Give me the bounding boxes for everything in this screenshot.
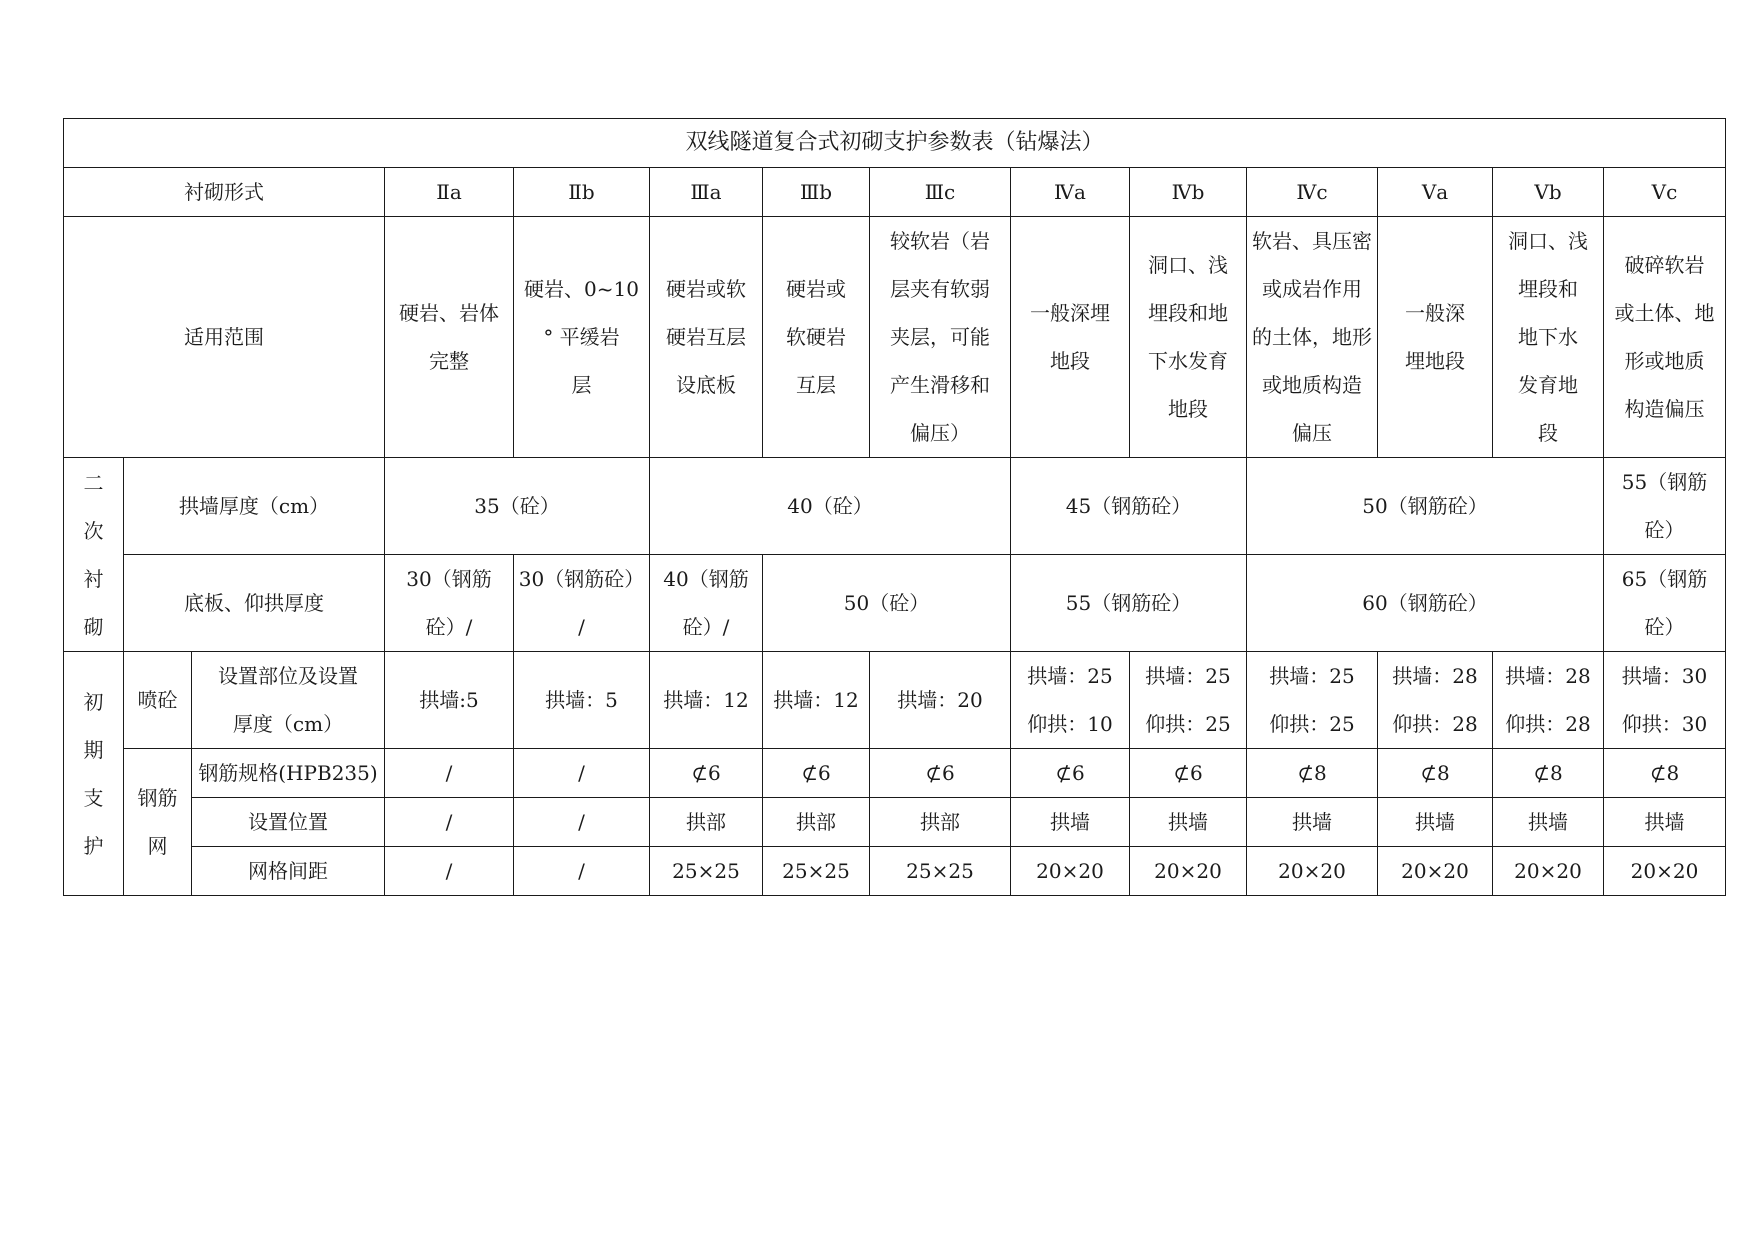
scope-cell [650, 217, 763, 458]
mesh-spacing-value: 20×20 [1011, 847, 1130, 896]
mesh-spacing-value: 25×25 [870, 847, 1011, 896]
cell-line: 护 [83, 833, 104, 858]
cell-lines [1497, 652, 1599, 748]
cell-line: 或成岩作用 [1262, 277, 1362, 301]
cell-line: 埋段和 [1518, 277, 1578, 301]
mesh-spec-value: ⊄6 [1130, 749, 1247, 798]
cell-lines [1608, 555, 1721, 651]
cell-line: 洞口、浅 [1148, 253, 1228, 277]
scope-label: 适用范围 [64, 217, 385, 458]
cell-lines [389, 555, 509, 651]
cell-line: 一般深埋 [1030, 301, 1110, 325]
scope-cell [1493, 217, 1604, 458]
cell-line: 仰拱：28 [1505, 712, 1591, 736]
mesh-spec-value: ⊄8 [1247, 749, 1378, 798]
mesh-position-value: 拱墙 [1604, 798, 1726, 847]
cell-line: 互层 [796, 373, 836, 397]
cell-line: 拱墙：25 [1145, 664, 1231, 688]
cell-line: 仰拱：25 [1269, 712, 1355, 736]
cell-lines [1015, 289, 1125, 385]
mesh-spec-row [64, 749, 1726, 798]
cell-line: 或地质构造 [1262, 373, 1362, 397]
grade-header: Ⅴc [1604, 168, 1726, 217]
cell-line: 偏压） [910, 421, 970, 445]
cell-line: 支 [83, 785, 104, 810]
cell-line: 仰拱：30 [1621, 712, 1708, 736]
grade-header: Ⅲb [763, 168, 870, 217]
secondary-lining-label [64, 458, 124, 652]
cell-line: 埋地段 [1405, 349, 1465, 373]
shotcrete-sub-label [192, 652, 385, 749]
grade-header: Ⅳc [1247, 168, 1378, 217]
shotcrete-value [650, 652, 763, 749]
arch-thickness-value: 40（砼） [650, 458, 1011, 555]
cell-line: ° 平缓岩 [543, 325, 620, 349]
cell-line: 拱墙：25 [1269, 664, 1355, 688]
cell-lines [1497, 217, 1599, 457]
cell-line: 段 [1538, 421, 1558, 445]
cell-lines [1134, 652, 1242, 748]
cell-lines [1608, 652, 1721, 748]
cell-lines [874, 217, 1006, 457]
cell-line: 初 [83, 689, 104, 714]
scope-cell [514, 217, 650, 458]
scope-cell [1247, 217, 1378, 458]
cell-line: 55（钢筋 [1621, 470, 1708, 494]
cell-lines [518, 265, 645, 409]
mesh-spec-value: / [385, 749, 514, 798]
mesh-spacing-value: 25×25 [763, 847, 870, 896]
cell-lines [654, 676, 758, 724]
cell-line: 完整 [429, 349, 469, 373]
shotcrete-value [514, 652, 650, 749]
cell-line: 偏压 [1292, 421, 1332, 445]
shotcrete-value [870, 652, 1011, 749]
cell-lines [1134, 241, 1242, 433]
cell-line: 仰拱：10 [1027, 712, 1113, 736]
mesh-spec-value: ⊄6 [650, 749, 763, 798]
mesh-spec-value: ⊄6 [1011, 749, 1130, 798]
scope-cell [1604, 217, 1726, 458]
mesh-position-row [64, 798, 1726, 847]
cell-line: 期 [83, 737, 104, 762]
mesh-spacing-value: / [385, 847, 514, 896]
cell-line: 仰拱：28 [1392, 712, 1478, 736]
cell-line: 层 [571, 373, 592, 397]
floor-thickness-value [650, 555, 763, 652]
grade-header: Ⅱb [514, 168, 650, 217]
cell-line: 构造偏压 [1624, 397, 1705, 421]
mesh-spec-value: ⊄6 [870, 749, 1011, 798]
cell-line: 仰拱：25 [1145, 712, 1231, 736]
cell-line: 65（钢筋 [1621, 567, 1708, 591]
cell-lines [654, 265, 758, 409]
mesh-spacing-value: 20×20 [1378, 847, 1493, 896]
table-title: 双线隧道复合式初砌支护参数表（钻爆法） [64, 119, 1726, 168]
cell-line: 较软岩（岩 [890, 229, 990, 253]
shotcrete-row [64, 652, 1726, 749]
cell-line: 产生滑移和 [890, 373, 990, 397]
cell-lines [1251, 652, 1373, 748]
scope-cell [763, 217, 870, 458]
mesh-position-value: 拱部 [650, 798, 763, 847]
mesh-spacing-value: / [514, 847, 650, 896]
mesh-spacing-value: 20×20 [1247, 847, 1378, 896]
cell-lines [1382, 289, 1488, 385]
scope-cell [1011, 217, 1130, 458]
cell-line: 硬岩或软 [666, 277, 746, 301]
cell-lines [767, 676, 865, 724]
cell-line: 钢筋 [137, 786, 178, 810]
grade-header: Ⅳa [1011, 168, 1130, 217]
grade-header: Ⅱa [385, 168, 514, 217]
steel-mesh-label [124, 749, 192, 896]
cell-line: 破碎软岩 [1624, 253, 1705, 277]
mesh-position-value: 拱墙 [1378, 798, 1493, 847]
cell-line: 硬岩、0~10 [524, 277, 639, 301]
cell-line: 拱墙：28 [1392, 664, 1478, 688]
shotcrete-value [763, 652, 870, 749]
cell-line: / [578, 615, 585, 639]
cell-lines [389, 676, 509, 724]
cell-line: 发育地 [1518, 373, 1578, 397]
cell-lines [1608, 241, 1721, 433]
floor-thickness-label: 底板、仰拱厚度 [124, 555, 385, 652]
cell-line: 埋段和地 [1148, 301, 1228, 325]
floor-thickness-value: 50（砼） [763, 555, 1011, 652]
scope-cell [385, 217, 514, 458]
cell-line: 硬岩、岩体 [399, 301, 499, 325]
mesh-spec-value: ⊄8 [1378, 749, 1493, 798]
cell-lines [654, 555, 758, 651]
cell-line: 地下水 [1518, 325, 1578, 349]
cell-line: 设置部位及设置 [218, 664, 358, 688]
mesh-spec-value: ⊄8 [1493, 749, 1604, 798]
arch-thickness-value [1604, 458, 1726, 555]
cell-line: 地段 [1050, 349, 1090, 373]
shotcrete-value [1247, 652, 1378, 749]
cell-lines [389, 289, 509, 385]
cell-lines [196, 652, 380, 748]
cell-line: 砼）/ [682, 615, 730, 639]
arch-thickness-value: 50（钢筋砼） [1247, 458, 1604, 555]
mesh-spacing-row [64, 847, 1726, 896]
cell-lines [518, 676, 645, 724]
cell-line: 二 [83, 470, 104, 495]
cell-lines [128, 774, 187, 870]
mesh-position-value: 拱墙 [1493, 798, 1604, 847]
support-parameter-table [63, 118, 1726, 896]
cell-line: 砼）/ [425, 615, 473, 639]
floor-thickness-row [64, 555, 1726, 652]
cell-line: 设底板 [676, 373, 736, 397]
mesh-spec-value: / [514, 749, 650, 798]
cell-line: 砼） [1644, 518, 1685, 542]
scope-cell [1378, 217, 1493, 458]
mesh-position-value: / [514, 798, 650, 847]
cell-line: 厚度（cm） [232, 712, 344, 736]
shotcrete-value [1604, 652, 1726, 749]
floor-thickness-value [514, 555, 650, 652]
cell-line: 次 [83, 518, 104, 543]
scope-cell [870, 217, 1011, 458]
cell-lines [874, 676, 1006, 724]
shotcrete-label: 喷砼 [124, 652, 192, 749]
mesh-spacing-value: 20×20 [1493, 847, 1604, 896]
arch-thickness-row [64, 458, 1726, 555]
cell-lines [518, 555, 645, 651]
floor-thickness-value [1604, 555, 1726, 652]
arch-thickness-value: 35（砼） [385, 458, 650, 555]
cell-lines [68, 678, 119, 870]
cell-line: 拱墙：30 [1621, 664, 1708, 688]
grade-header: Ⅲc [870, 168, 1011, 217]
cell-line: 拱墙：12 [773, 688, 859, 712]
grade-header: Ⅳb [1130, 168, 1247, 217]
grade-header: Ⅲa [650, 168, 763, 217]
cell-line: 砌 [83, 614, 104, 639]
cell-line: 洞口、浅 [1508, 229, 1588, 253]
cell-line: 的土体，地形 [1252, 325, 1372, 349]
floor-thickness-value [385, 555, 514, 652]
cell-line: 30（钢筋砼） [518, 567, 645, 591]
mesh-spacing-label: 网格间距 [192, 847, 385, 896]
mesh-position-value: 拱部 [870, 798, 1011, 847]
mesh-spec-value: ⊄8 [1604, 749, 1726, 798]
cell-line: 软硬岩 [786, 325, 846, 349]
cell-line: 或土体、地 [1614, 301, 1715, 325]
cell-lines [1382, 652, 1488, 748]
mesh-spec-value: ⊄6 [763, 749, 870, 798]
shotcrete-value [1378, 652, 1493, 749]
cell-lines [1608, 458, 1721, 554]
cell-line: 地段 [1168, 397, 1208, 421]
arch-thickness-label: 拱墙厚度（cm） [124, 458, 385, 555]
cell-line: 拱墙：25 [1027, 664, 1113, 688]
cell-line: 硬岩或 [786, 277, 846, 301]
cell-line: 下水发育 [1148, 349, 1228, 373]
cell-line: 砼） [1644, 615, 1685, 639]
grade-header: Ⅴa [1378, 168, 1493, 217]
shotcrete-value [1011, 652, 1130, 749]
shotcrete-value [1493, 652, 1604, 749]
cell-line: 30（钢筋 [406, 567, 492, 591]
arch-thickness-value: 45（钢筋砼） [1011, 458, 1247, 555]
shotcrete-value [1130, 652, 1247, 749]
cell-line: 40（钢筋 [663, 567, 749, 591]
mesh-position-value: 拱墙 [1247, 798, 1378, 847]
initial-support-label [64, 652, 124, 896]
cell-line: 拱墙：28 [1505, 664, 1591, 688]
cell-line: 一般深 [1405, 301, 1465, 325]
cell-line: 网 [147, 834, 168, 858]
scope-row [64, 217, 1726, 458]
cell-line: 拱墙：5 [545, 688, 618, 712]
cell-line: 拱墙:5 [419, 688, 479, 712]
floor-thickness-value: 60（钢筋砼） [1247, 555, 1604, 652]
cell-line: 衬 [83, 566, 104, 591]
mesh-position-value: / [385, 798, 514, 847]
form-label: 衬砌形式 [64, 168, 385, 217]
shotcrete-value [385, 652, 514, 749]
mesh-spacing-value: 25×25 [650, 847, 763, 896]
mesh-spec-label: 钢筋规格(HPB235) [192, 749, 385, 798]
mesh-position-label: 设置位置 [192, 798, 385, 847]
cell-line: 层夹有软弱 [890, 277, 990, 301]
cell-line: 夹层，可能 [890, 325, 990, 349]
cell-line: 硬岩互层 [666, 325, 746, 349]
cell-lines [1015, 652, 1125, 748]
cell-line: 形或地质 [1624, 349, 1705, 373]
mesh-position-value: 拱部 [763, 798, 870, 847]
scope-cell [1130, 217, 1247, 458]
mesh-position-value: 拱墙 [1011, 798, 1130, 847]
cell-lines [1251, 217, 1373, 457]
cell-line: 拱墙：20 [897, 688, 983, 712]
cell-lines [68, 459, 119, 651]
cell-lines [767, 265, 865, 409]
cell-line: 软岩、具压密 [1252, 229, 1372, 253]
mesh-spacing-value: 20×20 [1130, 847, 1247, 896]
floor-thickness-value: 55（钢筋砼） [1011, 555, 1247, 652]
mesh-position-value: 拱墙 [1130, 798, 1247, 847]
mesh-spacing-value: 20×20 [1604, 847, 1726, 896]
grade-header-row [64, 168, 1726, 217]
grade-header: Ⅴb [1493, 168, 1604, 217]
cell-line: 拱墙：12 [663, 688, 749, 712]
